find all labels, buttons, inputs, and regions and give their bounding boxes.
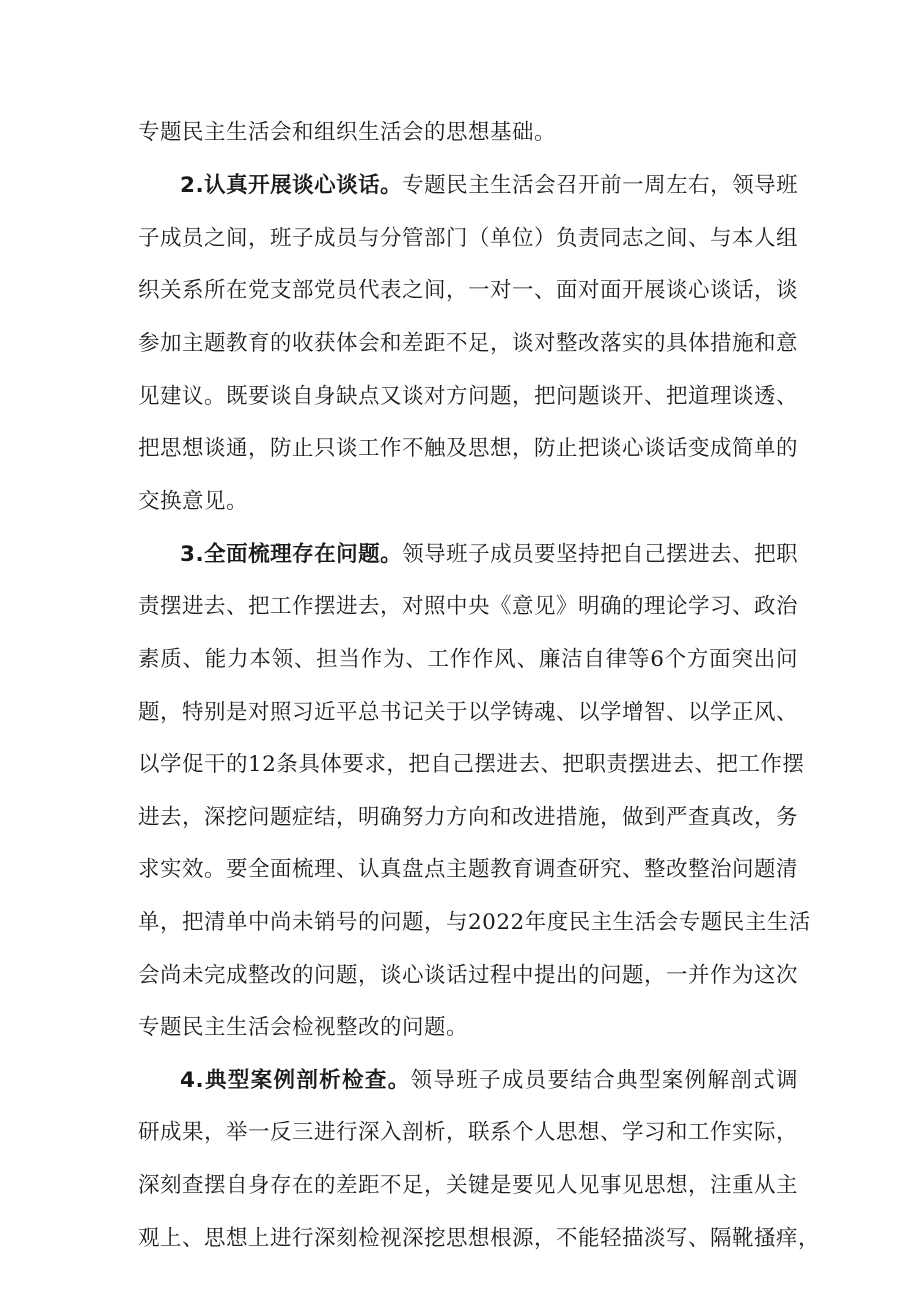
paragraph-3-line-4: 题，特别是对照习近平总书记关于以学铸魂、以学增智、以学正风、 xyxy=(138,700,799,725)
paragraph-2-heading: .认真开展谈心谈话。 xyxy=(195,173,403,198)
paragraph-3-line-1 xyxy=(180,535,798,575)
paragraph-4-line-2: 研成果，举一反三进行深入剖析，联系个人思想、学习和工作实际， xyxy=(138,1120,799,1145)
paragraph-2-number: 2 xyxy=(180,173,196,198)
paragraph-3-heading: .全面梳理存在问题。 xyxy=(195,542,403,567)
paragraph-3-line-6: 进去，深挖问题症结，明确努力方向和改进措施，做到严查真改，务 xyxy=(138,805,799,830)
paragraph-4-heading: .典型案例剖析检查。 xyxy=(195,1068,411,1093)
paragraph-2-line-2: 子成员之间，班子成员与分管部门（单位）负责同志之间、与本人组 xyxy=(138,226,799,251)
paragraph-3-line-5: 以学促干的12条具体要求，把自己摆进去、把职责摆进去、把工作摆 xyxy=(138,752,805,777)
paragraph-1-line-1: 专题民主生活会和组织生活会的思想基础。 xyxy=(138,120,557,145)
paragraph-4-line-3: 深刻查摆自身存在的差距不足，关键是要见人见事见思想，注重从主 xyxy=(138,1173,799,1198)
paragraph-3-line-7: 求实效。要全面梳理、认真盘点主题教育调查研究、整改整治问题清 xyxy=(138,857,799,882)
paragraph-3-line-10: 专题民主生活会检视整改的问题。 xyxy=(138,1015,469,1040)
paragraph-4-line-1 xyxy=(180,1061,798,1101)
paragraph-3-line-1-text: 领导班子成员要坚持把自己摆进去、把职 xyxy=(402,542,799,567)
paragraph-2-line-7: 交换意见。 xyxy=(138,489,249,514)
paragraph-2-line-5: 见建议。既要谈自身缺点又谈对方问题，把问题谈开、把道理谈透、 xyxy=(138,384,799,409)
paragraph-2-line-6: 把思想谈通，防止只谈工作不触及思想，防止把谈心谈话变成简单的 xyxy=(138,436,799,461)
paragraph-3-line-3: 素质、能力本领、担当作为、工作作风、廉洁自律等6个方面突出问 xyxy=(138,647,798,672)
paragraph-3-line-8: 单，把清单中尚未销号的问题，与2022年度民主生活会专题民主生活 xyxy=(138,910,811,935)
paragraph-4-line-4: 观上、思想上进行深刻检视深挖思想根源，不能轻描淡写、隔靴搔痒， xyxy=(138,1226,821,1251)
paragraph-3-line-2: 责摆进去、把工作摆进去，对照中央《意见》明确的理论学习、政治 xyxy=(138,594,799,619)
paragraph-4-line-1-text: 领导班子成员要结合典型案例解剖式调 xyxy=(410,1068,798,1093)
paragraph-2-line-3: 织关系所在党支部党员代表之间，一对一、面对面开展谈心谈话，谈 xyxy=(138,278,799,303)
paragraph-3-number: 3 xyxy=(180,542,196,567)
paragraph-4-number: 4 xyxy=(180,1068,196,1093)
paragraph-3-line-9: 会尚未完成整改的问题，谈心谈话过程中提出的问题，一并作为这次 xyxy=(138,963,799,988)
paragraph-2-line-1 xyxy=(180,166,798,206)
paragraph-2-line-1-text: 专题民主生活会召开前一周左右，领导班 xyxy=(402,173,799,198)
paragraph-2-line-4: 参加主题教育的收获体会和差距不足，谈对整改落实的具体措施和意 xyxy=(138,331,799,356)
